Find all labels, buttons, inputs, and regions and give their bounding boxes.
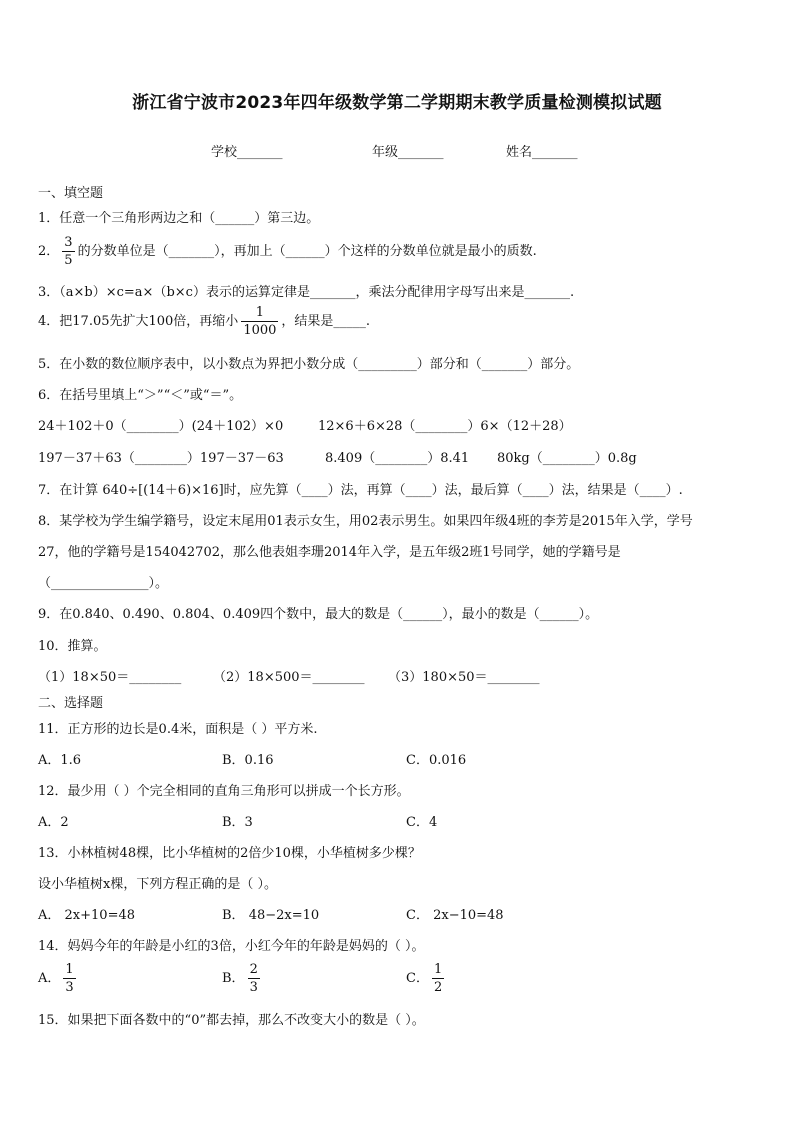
question-11-option-c: C．0.016 bbox=[406, 753, 467, 768]
equation: 2x+10=48 bbox=[64, 908, 136, 923]
question-6-row2-col2: 8.409（________）8.41 bbox=[325, 451, 470, 466]
school-field: 学校_______ bbox=[211, 145, 283, 160]
fraction-3-5 bbox=[62, 236, 74, 267]
option-label: C． bbox=[406, 971, 429, 986]
fraction-option-a bbox=[63, 963, 75, 994]
question-2-number: 2． bbox=[38, 244, 60, 259]
question-3: 3．（a×b）×c=a×（b×c）表示的运算定律是_______，乘法分配律用字母写出来是_______. bbox=[38, 285, 575, 300]
question-5: 5．在小数的数位顺序表中，以小数点为界把小数分成（_________）部分和（_______）部分。 bbox=[38, 357, 580, 372]
equation: 48−2x=10 bbox=[248, 908, 320, 923]
question-11-option-b: B．0.16 bbox=[222, 753, 274, 768]
question-11-stem: 11．正方形的边长是0.4米，面积是（ ）平方米. bbox=[38, 722, 318, 737]
question-6-stem: 6．在括号里填上“＞”“＜”或“＝”。 bbox=[38, 388, 243, 403]
question-13-option-b bbox=[222, 904, 319, 923]
question-14-option-c bbox=[406, 963, 447, 994]
option-label: B． bbox=[222, 971, 245, 986]
fraction-numerator: 1 bbox=[241, 306, 278, 322]
fraction-numerator: 3 bbox=[64, 235, 73, 250]
question-6-row2-col3: 80kg（________）0.8g bbox=[497, 451, 637, 466]
question-15-stem: 15．如果把下面各数中的“0”都去掉，那么不改变大小的数是（ ）。 bbox=[38, 1013, 425, 1028]
question-8-line1: 8．某学校为学生编学籍号，设定末尾用01表示女生，用02表示男生。如果四年级4班的李芳是2015年入学，学号 bbox=[38, 514, 693, 529]
question-2-text: 的分数单位是（_______），再加上（______）个这样的分数单位就是最小的质数. bbox=[77, 244, 537, 259]
question-8-line3: （_______________）。 bbox=[38, 576, 169, 591]
fraction-option-b bbox=[248, 963, 260, 994]
question-10-part2: （2）18×500＝________ bbox=[213, 670, 365, 685]
option-label: A． bbox=[38, 908, 61, 923]
section-choice-heading: 二、选择题 bbox=[38, 696, 104, 711]
question-1: 1．任意一个三角形两边之和（______）第三边。 bbox=[38, 211, 320, 226]
section-fill-heading: 一、填空题 bbox=[38, 186, 104, 201]
name-field: 姓名_______ bbox=[506, 145, 578, 160]
equation: 2x−10=48 bbox=[433, 908, 504, 923]
question-4-text-a: 4．把17.05先扩大100倍，再缩小 bbox=[38, 314, 239, 329]
fraction-denominator: 1000 bbox=[243, 323, 277, 338]
question-13-option-c bbox=[406, 904, 504, 923]
question-6-row1-col1: 24＋102＋0（________）(24＋102）×0 bbox=[38, 419, 284, 434]
question-8-line2: 27，他的学籍号是154042702，那么他表姐李珊2014年入学，是五年级2班1号同学，她的学籍号是 bbox=[38, 545, 621, 560]
question-13-option-a bbox=[38, 904, 135, 923]
grade-field: 年级_______ bbox=[372, 145, 444, 160]
question-14-stem: 14．妈妈今年的年龄是小红的3倍，小红今年的年龄是妈妈的（ ）。 bbox=[38, 939, 425, 954]
fraction-denominator: 3 bbox=[249, 980, 258, 995]
question-12-stem: 12．最少用（ ）个完全相同的直角三角形可以拼成一个长方形。 bbox=[38, 784, 410, 799]
question-10-stem: 10．推算。 bbox=[38, 639, 107, 654]
question-2 bbox=[38, 236, 537, 267]
question-12-option-c: C．4 bbox=[406, 815, 438, 830]
question-11-option-a: A．1.6 bbox=[38, 753, 82, 768]
fraction-numerator: 1 bbox=[65, 962, 74, 977]
question-4 bbox=[38, 306, 370, 337]
question-12-option-b: B．3 bbox=[222, 815, 253, 830]
question-10-part3: （3）180×50＝________ bbox=[388, 670, 540, 685]
fraction-numerator: 1 bbox=[433, 962, 443, 977]
question-4-text-b: ，结果是_____. bbox=[281, 314, 371, 329]
question-6-row1-col2: 12×6＋6×28（________）6×（12＋28） bbox=[318, 419, 572, 434]
question-14-option-a bbox=[38, 963, 79, 994]
fraction-1-1000 bbox=[241, 306, 278, 337]
question-13-sub: 设小华植树x棵，下列方程正确的是（ ）。 bbox=[38, 877, 277, 892]
option-label: B． bbox=[222, 908, 245, 923]
question-13-stem: 13．小林植树48棵，比小华植树的2倍少10棵，小华植树多少棵？ bbox=[38, 846, 421, 861]
option-label: C． bbox=[406, 908, 429, 923]
fraction-numerator: 2 bbox=[249, 962, 258, 977]
question-12-option-a: A．2 bbox=[38, 815, 69, 830]
fraction-option-c bbox=[432, 963, 444, 994]
question-7: 7．在计算 640÷[(14＋6)×16]时，应先算（____）法，再算（____）法，最后算（____）法，结果是（____）. bbox=[38, 483, 683, 498]
fraction-denominator: 5 bbox=[64, 253, 73, 268]
question-10-part1: （1）18×50＝________ bbox=[38, 670, 182, 685]
fraction-denominator: 2 bbox=[433, 980, 443, 995]
page-title: 浙江省宁波市2023年四年级数学第二学期期末教学质量检测模拟试题 bbox=[132, 93, 662, 113]
fraction-denominator: 3 bbox=[65, 980, 74, 995]
question-14-option-b bbox=[222, 963, 263, 994]
question-9: 9．在0.840、0.490、0.804、0.409四个数中，最大的数是（______），最小的数是（______）。 bbox=[38, 607, 599, 622]
option-label: A． bbox=[38, 971, 61, 986]
question-6-row2-col1: 197－37＋63（________）197－37－63 bbox=[38, 451, 284, 466]
